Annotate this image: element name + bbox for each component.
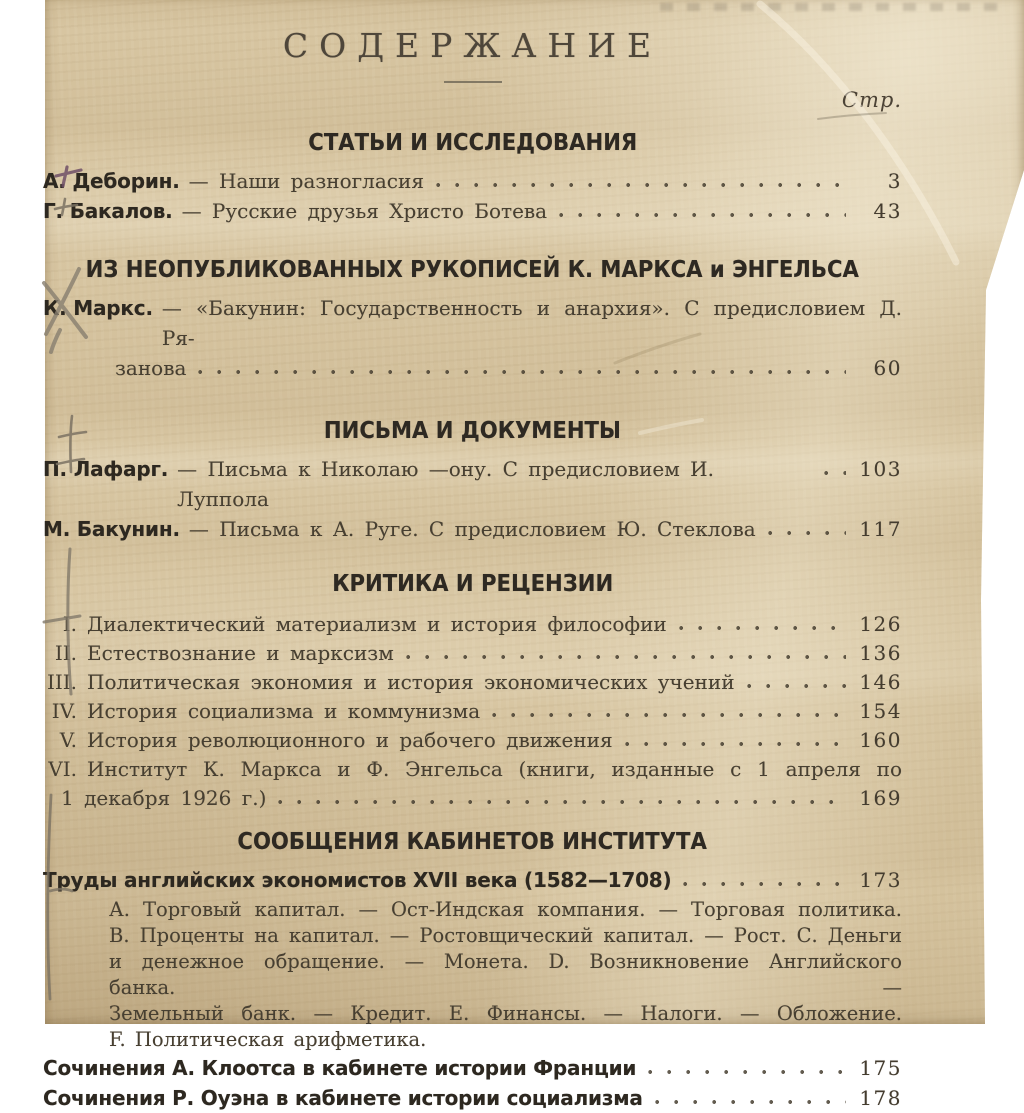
page-number: 154	[859, 699, 902, 723]
dot-leader	[648, 1069, 846, 1075]
entry-title-bold: Труды английских экономистов XVII века (1582—1708)	[43, 868, 672, 892]
page-number: 178	[859, 1086, 902, 1110]
section-heading-reviews: КРИТИКА И РЕЦЕНЗИИ	[331, 571, 613, 597]
entry-title: — Письма к Николаю —ону. С предисловием И. Луппола	[177, 457, 714, 511]
page-number: 60	[873, 356, 902, 380]
dot-leader	[824, 470, 846, 476]
detail-line: F. Политическая арифметика.	[109, 1028, 427, 1051]
section-cabinets-rows	[43, 865, 902, 1113]
entry-author: П. Лафарг.	[43, 457, 169, 481]
toc-entry	[43, 1053, 902, 1083]
toc-entry	[43, 639, 902, 668]
entry-title: Политическая экономия и история экономических учений	[87, 670, 735, 694]
entry-title: История социализма и коммунизма	[87, 699, 481, 723]
page-number: 173	[859, 868, 902, 892]
toc-entry	[43, 697, 902, 726]
section-reviews-rows	[43, 610, 902, 813]
section-heading-manuscripts: ИЗ НЕОПУБЛИКОВАННЫХ РУКОПИСЕЙ К. МАРКСА и ЭНГЕЛЬСА	[85, 257, 860, 283]
toc-entry	[43, 726, 902, 755]
entry-author: Г. Бакалов.	[43, 199, 173, 223]
section-heading-articles: СТАТЬИ И ИССЛЕДОВАНИЯ	[308, 130, 637, 156]
dot-leader	[278, 799, 846, 805]
title-rule	[444, 81, 502, 83]
toc-entry	[43, 668, 902, 697]
dot-leader	[683, 881, 846, 887]
detail-line: Земельный банк. — Кредит. Е. Финансы. — Налоги. — Обложение.	[109, 1002, 902, 1025]
entry-numeral: I.	[62, 612, 77, 636]
entry-title-line1: Институт К. Маркса и Ф. Энгельса (книги, изданные с 1 апреля по	[87, 757, 902, 781]
page-number: 117	[859, 517, 902, 541]
table-of-contents	[43, 0, 902, 1113]
entry-numeral: III.	[46, 670, 77, 694]
entry-title: Диалектический материализм и история философии	[87, 612, 667, 636]
dot-leader	[492, 712, 846, 718]
entry-author: А. Деборин.	[43, 169, 180, 193]
entry-title-line2: занова	[115, 356, 187, 380]
section-manuscripts-rows	[43, 293, 902, 383]
entry-numeral: IV.	[51, 699, 77, 723]
page-number: 136	[859, 641, 902, 665]
dot-leader	[559, 212, 846, 218]
page-number: 160	[859, 728, 902, 752]
toc-entry	[43, 166, 902, 196]
toc-entry	[43, 454, 902, 514]
dot-leader	[198, 369, 846, 375]
entry-numeral: VI.	[48, 757, 77, 781]
entry-title: — Письма к А. Руге. С предисловием Ю. Стеклова	[188, 517, 756, 541]
toc-entry	[43, 196, 902, 226]
toc-entry	[43, 755, 902, 784]
entry-detail-paragraph	[43, 897, 902, 1053]
page-column-label: Стр.	[841, 88, 902, 112]
detail-line: и денежное обращение. — Монета. D. Возникновение Английского банка. —	[109, 950, 902, 999]
page-number: 146	[859, 670, 902, 694]
page-title: СОДЕРЖАНИЕ	[282, 26, 663, 65]
entry-numeral: V.	[59, 728, 77, 752]
page-number: 3	[887, 169, 902, 193]
detail-line: В. Проценты на капитал. — Ростовщический капитал. — Рост. С. Деньги	[109, 924, 902, 947]
page-number: 169	[859, 786, 902, 810]
entry-numeral: II.	[54, 641, 77, 665]
page-number: 103	[859, 457, 902, 481]
dot-leader	[768, 530, 846, 536]
toc-entry	[43, 1083, 902, 1113]
entry-title-line2: 1 декабря 1926 г.)	[61, 786, 267, 810]
dot-leader	[406, 654, 846, 660]
entry-author: М. Бакунин.	[43, 517, 180, 541]
toc-entry	[43, 610, 902, 639]
dot-leader	[436, 182, 846, 188]
toc-entry	[43, 865, 902, 895]
entry-title: — Наши разногласия	[188, 169, 424, 193]
dot-leader	[747, 683, 846, 689]
entry-title: История революционного и рабочего движения	[87, 728, 613, 752]
entry-title-bold: Сочинения А. Клоотса в кабинете истории Франции	[43, 1056, 637, 1080]
section-heading-letters: ПИСЬМА И ДОКУМЕНТЫ	[324, 418, 621, 444]
entry-title: Естествознание и марксизм	[87, 641, 394, 665]
toc-entry	[43, 293, 902, 353]
toc-entry	[43, 514, 902, 544]
section-articles-rows	[43, 166, 902, 226]
entry-title-line1: — «Бакунин: Государственность и анархия». С предисловием Д. Ря-	[161, 296, 902, 350]
toc-entry-continuation	[43, 784, 902, 813]
page-number: 43	[873, 199, 902, 223]
entry-title-bold: Сочинения Р. Оуэна в кабинете истории социализма	[43, 1086, 643, 1110]
detail-line: А. Торговый капитал. — Ост-Индская компания. — Торговая политика.	[109, 898, 902, 921]
dot-leader	[655, 1099, 846, 1105]
dot-leader	[679, 625, 846, 631]
section-letters-rows	[43, 454, 902, 544]
page-number: 126	[859, 612, 902, 636]
entry-title: — Русские друзья Христо Ботева	[181, 199, 548, 223]
page-number: 175	[859, 1056, 902, 1080]
toc-entry-continuation	[43, 353, 902, 383]
dot-leader	[625, 741, 846, 747]
section-heading-cabinets: СООБЩЕНИЯ КАБИНЕТОВ ИНСТИТУТА	[237, 829, 708, 855]
entry-author: К. Маркс.	[43, 296, 153, 320]
